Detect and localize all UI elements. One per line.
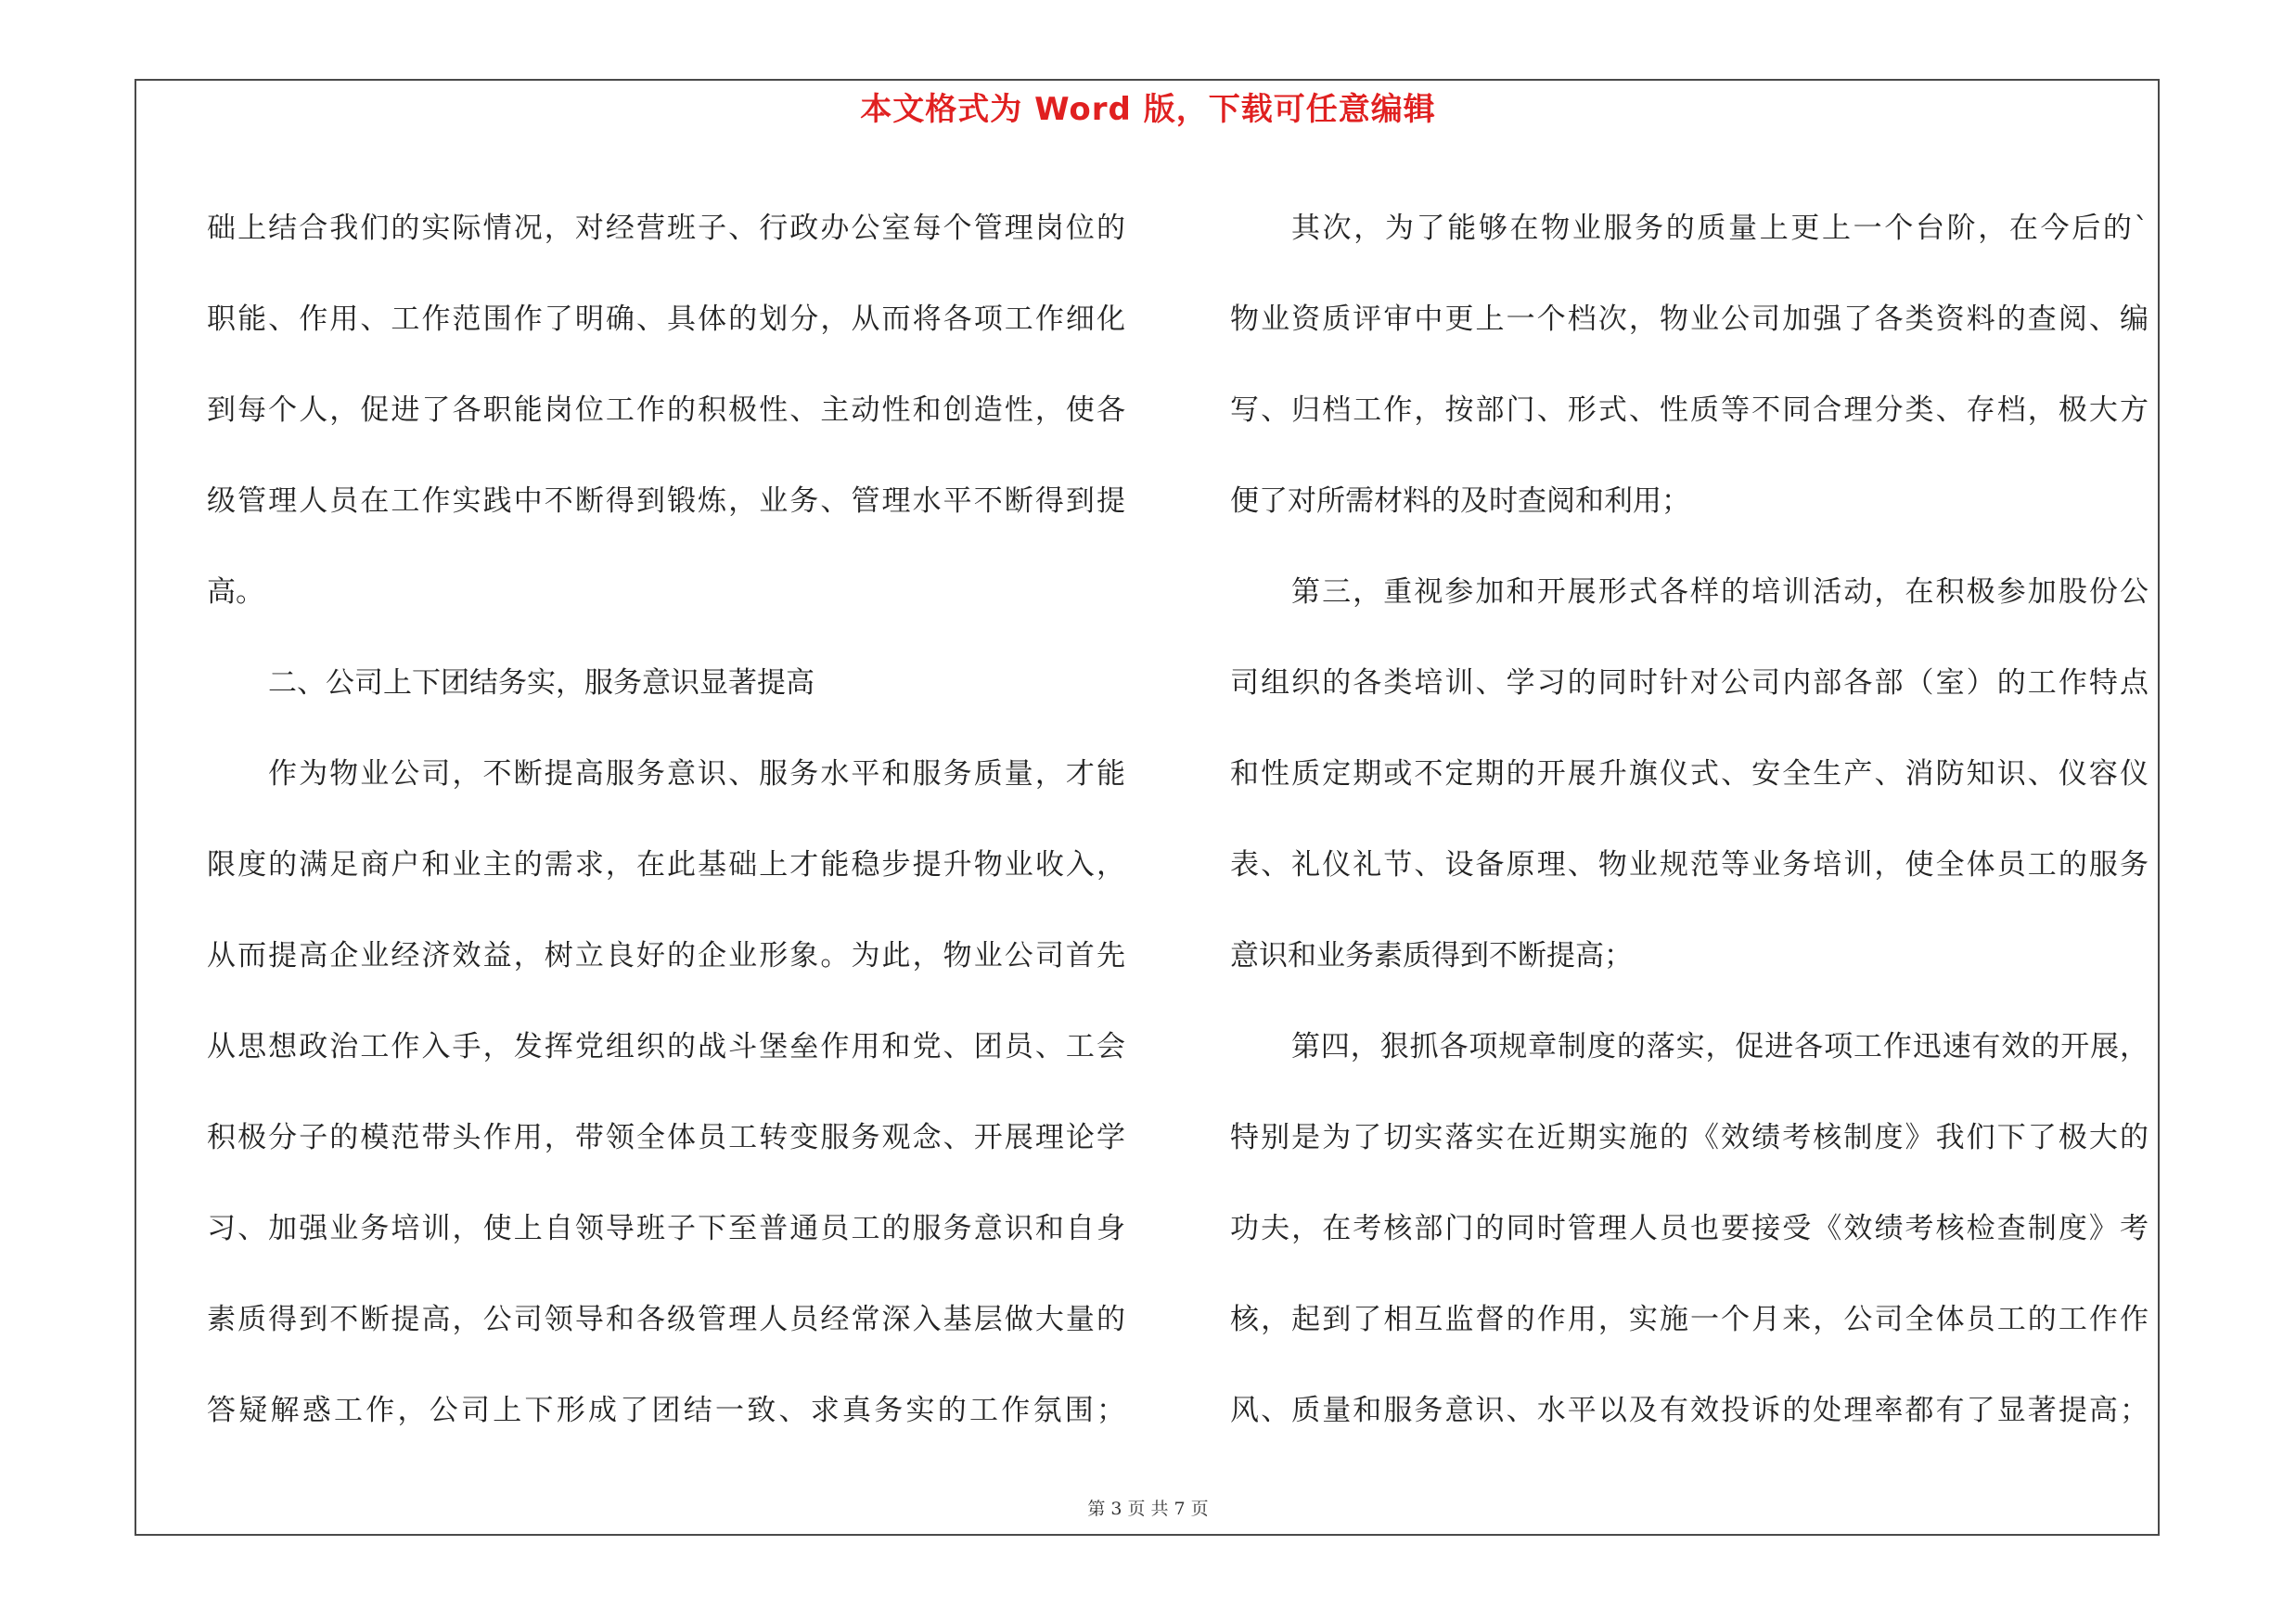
text-line: 作为物业公司，不断提高服务意识、服务水平和服务质量，才能 — [268, 757, 1125, 791]
text-line: 从而提高企业经济效益，树立良好的企业形象。为此，物业公司首先 — [207, 939, 1125, 973]
text-line: 和性质定期或不定期的开展升旗仪式、安全生产、消防知识、仪容仪 — [1230, 757, 2148, 791]
text-line: 积极分子的模范带头作用，带领全体员工转变服务观念、开展理论学 — [207, 1121, 1125, 1154]
text-line: 习、加强业务培训，使上自领导班子下至普通员工的服务意识和自身 — [207, 1212, 1125, 1245]
text-line: 限度的满足商户和业主的需求，在此基础上才能稳步提升物业收入， — [207, 848, 1125, 882]
right-text-column — [1230, 183, 2148, 1456]
text-line: 司组织的各类培训、学习的同时针对公司内部各部（室）的工作特点 — [1230, 666, 2148, 700]
text-line: 表、礼仪礼节、设备原理、物业规范等业务培训，使全体员工的服务 — [1230, 848, 2148, 882]
text-line: 第三，重视参加和开展形式各样的培训活动，在积极参加股份公 — [1291, 575, 2148, 609]
text-line: 职能、作用、工作范围作了明确、具体的划分，从而将各项工作细化 — [207, 303, 1125, 336]
text-line: 风、质量和服务意识、水平以及有效投诉的处理率都有了显著提高； — [1230, 1394, 2148, 1427]
text-line: 答疑解惑工作，公司上下形成了团结一致、求真务实的工作氛围； — [207, 1394, 1125, 1427]
format-banner: 本文格式为 Word 版，下载可任意编辑 — [860, 91, 1436, 128]
text-line: 特别是为了切实落实在近期实施的《效绩考核制度》我们下了极大的 — [1230, 1121, 2148, 1154]
text-line: 写、归档工作，按部门、形式、性质等不同合理分类、存档，极大方 — [1230, 393, 2148, 427]
text-line: 功夫，在考核部门的同时管理人员也要接受《效绩考核检查制度》考 — [1230, 1212, 2148, 1245]
text-line: 高。 — [207, 575, 264, 609]
text-line: 第四，狠抓各项规章制度的落实，促进各项工作迅速有效的开展， — [1291, 1030, 2148, 1063]
text-line: 意识和业务素质得到不断提高； — [1230, 939, 1633, 973]
text-line: 其次，为了能够在物业服务的质量上更上一个台阶，在今后的` — [1291, 212, 2148, 245]
text-line: 级管理人员在工作实践中不断得到锻炼，业务、管理水平不断得到提 — [207, 484, 1125, 518]
section-heading: 二、公司上下团结务实，服务意识显著提高 — [268, 666, 815, 700]
text-line: 物业资质评审中更上一个档次，物业公司加强了各类资料的查阅、编 — [1230, 303, 2148, 336]
text-line: 素质得到不断提高，公司领导和各级管理人员经常深入基层做大量的 — [207, 1303, 1125, 1336]
text-line: 础上结合我们的实际情况，对经营班子、行政办公室每个管理岗位的 — [207, 212, 1125, 245]
left-text-column — [207, 183, 1125, 1456]
text-line: 核，起到了相互监督的作用，实施一个月来，公司全体员工的工作作 — [1230, 1303, 2148, 1336]
text-line: 到每个人，促进了各职能岗位工作的积极性、主动性和创造性，使各 — [207, 393, 1125, 427]
text-line: 便了对所需材料的及时查阅和利用； — [1230, 484, 1690, 518]
text-line: 从思想政治工作入手，发挥党组织的战斗堡垒作用和党、团员、工会 — [207, 1030, 1125, 1063]
page-number: 第 3 页 共 7 页 — [1087, 1499, 1209, 1519]
